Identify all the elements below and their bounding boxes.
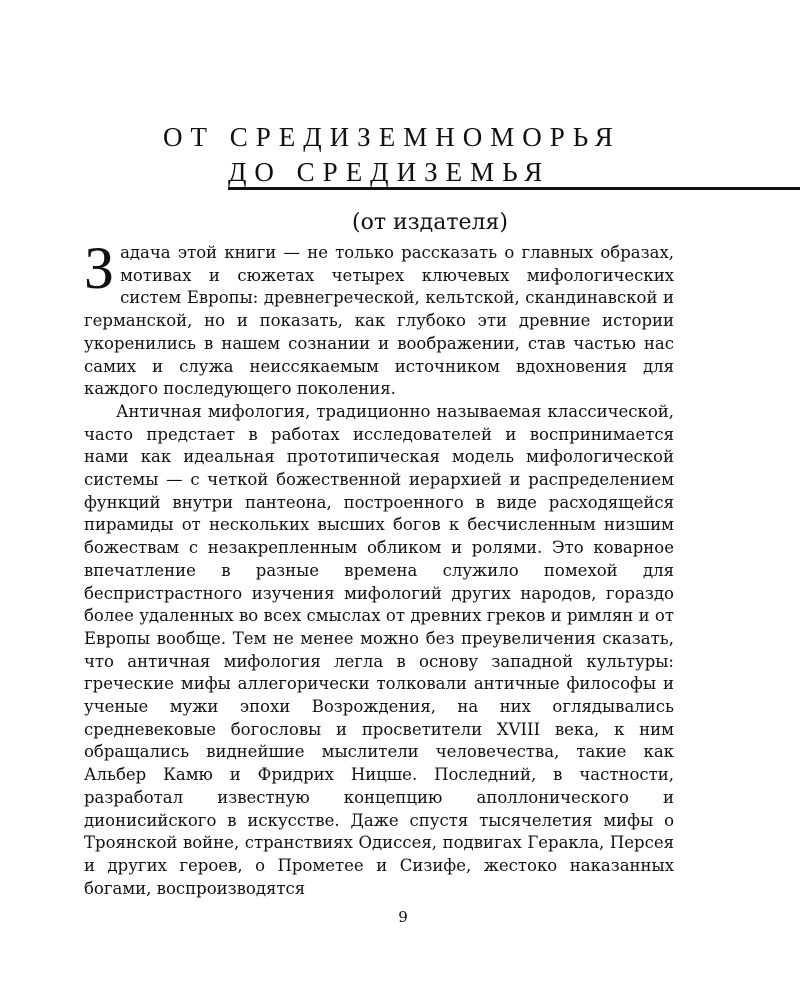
chapter-title-line-2: ДО СРЕДИЗЕМЬЯ xyxy=(228,157,551,187)
chapter-subtitle: (от издателя) xyxy=(352,210,508,235)
paragraph xyxy=(84,235,674,401)
page-number: 9 xyxy=(398,908,408,926)
chapter-title-line-1: ОТ СРЕДИЗЕМНОМОРЬЯ xyxy=(163,122,621,152)
title-rule xyxy=(228,187,800,190)
paragraph: Античная мифология, традиционно называемая классической, часто предстает в работах исследователей и воспринимается нами как идеальная прототипическая модель мифологической системы — с четкой божественной иерархией и распределением функций внутри пантеона, построенного в виде расходящейся пирамиды от нескольких высших богов к бесчисленным низшим божествам с незакрепленным обликом и ролями. Это коварное впечатление в разные времена служило помехой для беспристрастного изучения мифологий других народов, гораздо более удаленных во всех смыслах от древних греков и римлян и от Европы вообще. Тем не менее можно без преувеличения сказать, что античная мифология легла в основу западной культуры: греческие мифы аллегорически толковали античные философы и ученые мужи эпохи Возрождения, на них оглядывались средневековые богословы и просветители XVIII века, к ним обращались виднейшие мыслители человечества, такие как Альбер Камю и Фридрих Ницше. Последний, в частности, разработал известную концепцию аполлонического и дионисийского в искусстве. Даже спустя тысячелетия мифы о Троянской войне, странствиях Одиссея, подвигах Геракла, Персея и других героев, о Прометее и Сизифе, жестоко наказанных богами, воспроизводятся xyxy=(84,401,674,898)
drop-cap: З xyxy=(84,235,115,301)
body-text xyxy=(84,235,674,900)
paragraph-text: адача этой книги — не только рассказать о главных образах, мотивах и сюжетах четырех ключевых мифологических систем Европы: древнегреческой, кельтской, скандинавской и германской, но и показать, как глубоко эти древние истории укоренились в нашем сознании и воображении, став частью нас самих и служа неиссякаемым источником вдохновения для каждого последующего поколения. xyxy=(84,243,674,399)
